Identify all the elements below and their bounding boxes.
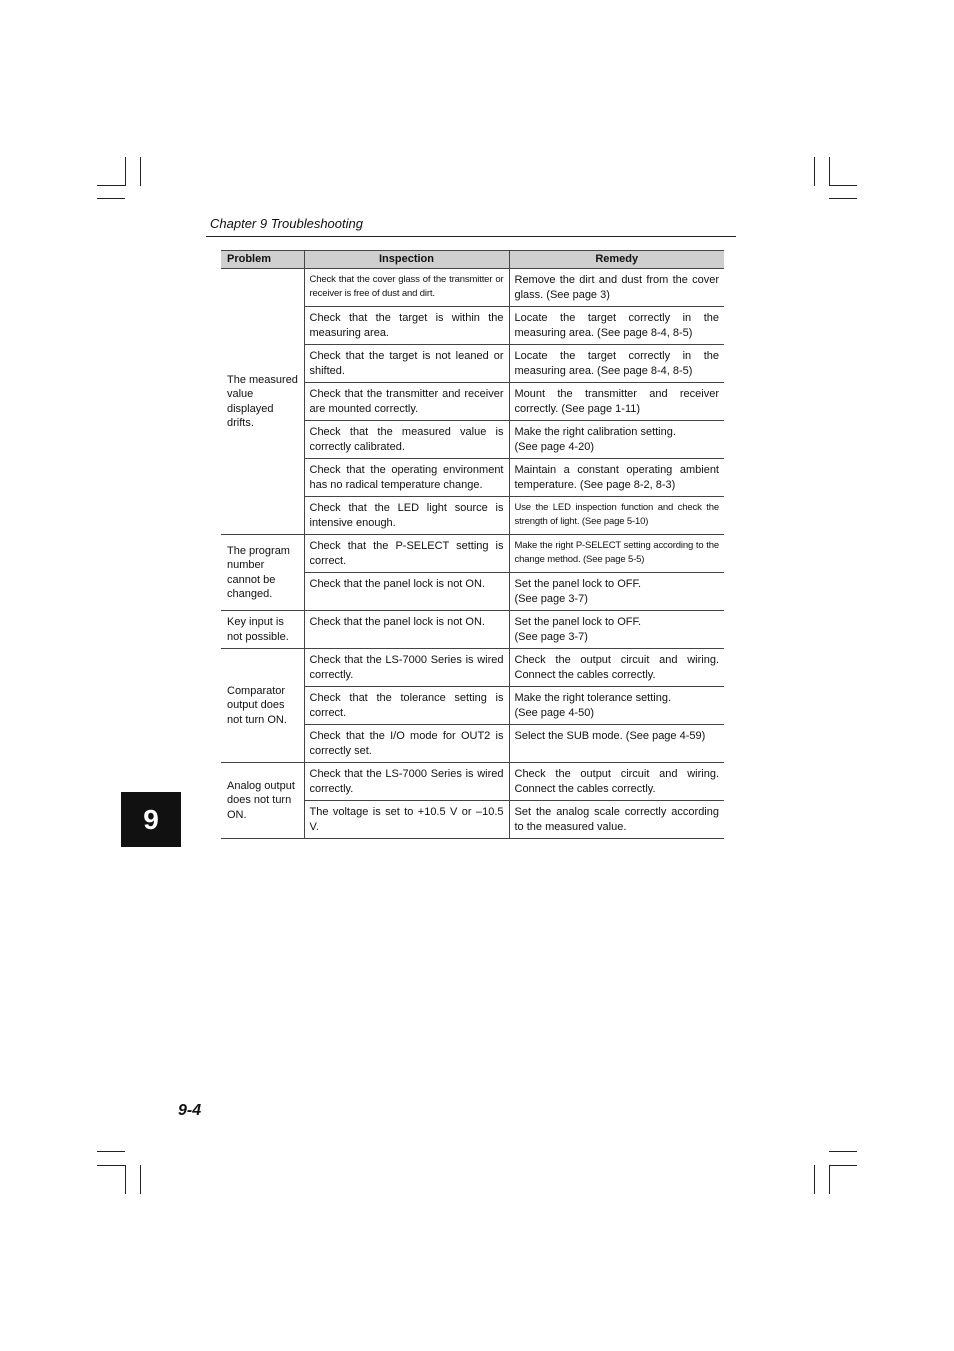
inspection-cell: Check that the LS-7000 Series is wired correctly. — [304, 649, 509, 687]
chapter-header: Chapter 9 Troubleshooting — [210, 216, 363, 231]
column-header-remedy: Remedy — [509, 251, 724, 269]
crop-mark — [829, 198, 857, 199]
inspection-cell: Check that the LS-7000 Series is wired correctly. — [304, 763, 509, 801]
remedy-cell: Set the panel lock to OFF. (See page 3-7) — [509, 611, 724, 649]
remedy-cell: Mount the transmitter and receiver correctly. (See page 1-11) — [509, 383, 724, 421]
inspection-cell: Check that the transmitter and receiver are mounted correctly. — [304, 383, 509, 421]
remedy-cell: Make the right tolerance setting. (See page 4-50) — [509, 687, 724, 725]
chapter-tab-marker: 9 — [121, 792, 181, 847]
table-row — [221, 649, 724, 687]
table-row — [221, 763, 724, 801]
remedy-cell: Set the panel lock to OFF. (See page 3-7) — [509, 573, 724, 611]
inspection-cell: Check that the I/O mode for OUT2 is correctly set. — [304, 725, 509, 763]
crop-mark — [140, 157, 141, 186]
crop-mark — [140, 1165, 141, 1194]
table-row — [221, 269, 724, 307]
column-header-problem: Problem — [221, 251, 304, 269]
crop-mark — [814, 1165, 815, 1194]
table-row — [221, 611, 724, 649]
table-header-row — [221, 251, 724, 269]
inspection-cell: Check that the target is not leaned or shifted. — [304, 345, 509, 383]
crop-mark — [97, 185, 125, 186]
crop-mark — [814, 157, 815, 186]
crop-mark — [125, 1165, 126, 1194]
remedy-cell: Make the right P-SELECT setting according to the change method. (See page 5-5) — [509, 535, 724, 573]
inspection-cell: Check that the measured value is correctly calibrated. — [304, 421, 509, 459]
remedy-cell: Check the output circuit and wiring. Connect the cables correctly. — [509, 649, 724, 687]
inspection-cell: Check that the P-SELECT setting is correct. — [304, 535, 509, 573]
crop-mark — [829, 157, 830, 186]
remedy-cell: Locate the target correctly in the measuring area. (See page 8-4, 8-5) — [509, 345, 724, 383]
crop-mark — [829, 185, 857, 186]
inspection-cell: Check that the target is within the measuring area. — [304, 307, 509, 345]
remedy-cell: Make the right calibration setting. (See page 4-20) — [509, 421, 724, 459]
problem-cell: Analog output does not turn ON. — [221, 763, 304, 839]
remedy-cell: Locate the target correctly in the measuring area. (See page 8-4, 8-5) — [509, 307, 724, 345]
table-row — [221, 535, 724, 573]
inspection-cell: The voltage is set to +10.5 V or –10.5 V. — [304, 801, 509, 839]
crop-mark — [97, 198, 125, 199]
remedy-cell: Set the analog scale correctly according to the measured value. — [509, 801, 724, 839]
remedy-cell: Check the output circuit and wiring. Connect the cables correctly. — [509, 763, 724, 801]
remedy-cell: Remove the dirt and dust from the cover glass. (See page 3) — [509, 269, 724, 307]
problem-cell: The measured value displayed drifts. — [221, 269, 304, 535]
crop-mark — [829, 1165, 830, 1194]
inspection-cell: Check that the tolerance setting is correct. — [304, 687, 509, 725]
column-header-inspection: Inspection — [304, 251, 509, 269]
problem-cell: Key input is not possible. — [221, 611, 304, 649]
page-number: 9-4 — [178, 1102, 202, 1119]
inspection-cell: Check that the panel lock is not ON. — [304, 573, 509, 611]
problem-cell: The program number cannot be changed. — [221, 535, 304, 611]
inspection-cell: Check that the panel lock is not ON. — [304, 611, 509, 649]
crop-mark — [829, 1151, 857, 1152]
inspection-cell: Check that the operating environment has no radical temperature change. — [304, 459, 509, 497]
remedy-cell: Select the SUB mode. (See page 4-59) — [509, 725, 724, 763]
crop-mark — [829, 1165, 857, 1166]
crop-mark — [97, 1165, 125, 1166]
crop-mark — [125, 157, 126, 186]
header-rule — [206, 236, 736, 237]
remedy-cell: Use the LED inspection function and check the strength of light. (See page 5-10) — [509, 497, 724, 535]
crop-mark — [97, 1151, 125, 1152]
remedy-cell: Maintain a constant operating ambient temperature. (See page 8-2, 8-3) — [509, 459, 724, 497]
problem-cell: Comparator output does not turn ON. — [221, 649, 304, 763]
inspection-cell: Check that the LED light source is intensive enough. — [304, 497, 509, 535]
troubleshooting-table — [221, 250, 724, 839]
inspection-cell: Check that the cover glass of the transmitter or receiver is free of dust and dirt. — [304, 269, 509, 307]
